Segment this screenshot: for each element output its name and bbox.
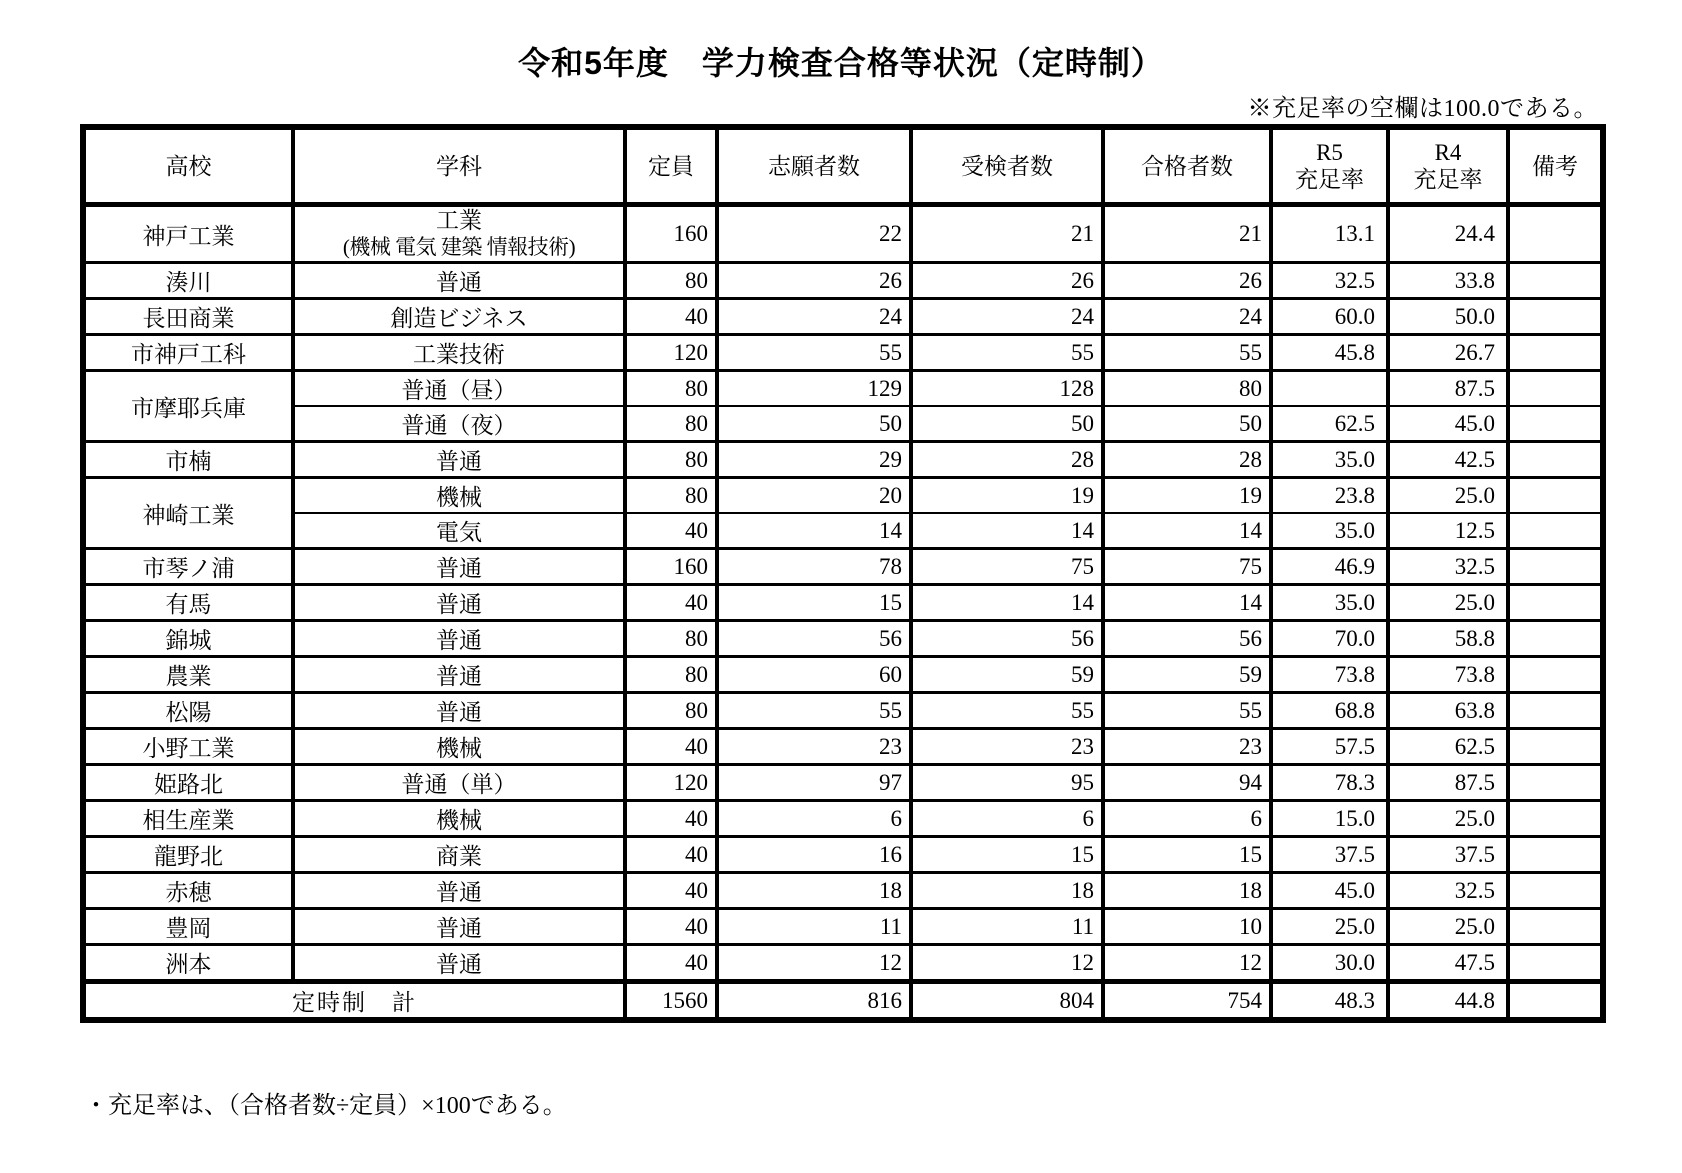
cell-r4-rate: 45.0	[1388, 406, 1508, 442]
total-row	[83, 982, 1603, 1021]
cell-accepted: 10	[1103, 909, 1271, 945]
cell-remarks	[1508, 945, 1603, 982]
cell-examinees: 28	[911, 442, 1103, 478]
cell-department: 商業	[293, 837, 625, 873]
cell-remarks	[1508, 549, 1603, 585]
total-label: 定時制 計	[83, 982, 625, 1021]
cell-accepted: 56	[1103, 621, 1271, 657]
cell-school: 小野工業	[83, 729, 293, 765]
cell-school: 湊川	[83, 263, 293, 299]
table-row	[83, 263, 1603, 299]
table-header	[83, 127, 1603, 205]
cell-r5-rate: 45.0	[1271, 873, 1388, 909]
cell-department: 普通	[293, 621, 625, 657]
cell-capacity: 1560	[625, 982, 717, 1021]
cell-capacity: 40	[625, 801, 717, 837]
cell-capacity: 40	[625, 873, 717, 909]
cell-examinees: 24	[911, 299, 1103, 335]
table-row	[83, 837, 1603, 873]
cell-department: 普通（単）	[293, 765, 625, 801]
cell-remarks	[1508, 371, 1603, 407]
cell-remarks	[1508, 765, 1603, 801]
cell-examinees: 19	[911, 478, 1103, 514]
cell-school: 赤穂	[83, 873, 293, 909]
table-row	[83, 442, 1603, 478]
cell-r4-rate: 32.5	[1388, 873, 1508, 909]
cell-r5-rate: 73.8	[1271, 657, 1388, 693]
cell-remarks	[1508, 442, 1603, 478]
cell-department: 普通	[293, 549, 625, 585]
cell-r4-rate: 87.5	[1388, 765, 1508, 801]
cell-school: 市琴ノ浦	[83, 549, 293, 585]
cell-remarks	[1508, 478, 1603, 514]
cell-school: 有馬	[83, 585, 293, 621]
cell-r4-rate: 37.5	[1388, 837, 1508, 873]
page-title: 令和5年度 学力検査合格等状況（定時制）	[518, 45, 1164, 81]
cell-examinees: 59	[911, 657, 1103, 693]
cell-remarks	[1508, 729, 1603, 765]
cell-r5-rate: 62.5	[1271, 406, 1388, 442]
cell-department: 電気	[293, 513, 625, 549]
cell-school: 姫路北	[83, 765, 293, 801]
cell-r5-rate: 35.0	[1271, 513, 1388, 549]
cell-remarks	[1508, 801, 1603, 837]
table-row	[83, 513, 1603, 549]
cell-accepted: 55	[1103, 693, 1271, 729]
cell-applicants: 14	[717, 513, 911, 549]
cell-r5-rate: 57.5	[1271, 729, 1388, 765]
cell-accepted: 21	[1103, 205, 1271, 263]
cell-department: 普通	[293, 657, 625, 693]
cell-accepted: 50	[1103, 406, 1271, 442]
cell-applicants: 97	[717, 765, 911, 801]
col-header-r5-rate	[1271, 127, 1388, 205]
col-header-remarks: 備考	[1508, 127, 1603, 205]
cell-capacity: 80	[625, 371, 717, 407]
cell-applicants: 6	[717, 801, 911, 837]
cell-applicants: 26	[717, 263, 911, 299]
cell-examinees: 14	[911, 513, 1103, 549]
table-row	[83, 873, 1603, 909]
cell-examinees: 128	[911, 371, 1103, 407]
cell-department: 普通（昼）	[293, 371, 625, 407]
cell-applicants: 20	[717, 478, 911, 514]
cell-capacity: 40	[625, 945, 717, 982]
cell-remarks	[1508, 873, 1603, 909]
col-header-school: 高校	[83, 127, 293, 205]
cell-capacity: 80	[625, 693, 717, 729]
cell-accepted: 75	[1103, 549, 1271, 585]
cell-department: 普通	[293, 585, 625, 621]
blank-rate-note: ※充足率の空欄は100.0である。	[1247, 96, 1598, 122]
cell-capacity: 160	[625, 205, 717, 263]
col-header-capacity: 定員	[625, 127, 717, 205]
cell-capacity: 80	[625, 442, 717, 478]
cell-r5-rate: 37.5	[1271, 837, 1388, 873]
table-row	[83, 801, 1603, 837]
cell-examinees: 95	[911, 765, 1103, 801]
table-row	[83, 729, 1603, 765]
cell-department: 普通	[293, 945, 625, 982]
table-row	[83, 693, 1603, 729]
cell-department: 機械	[293, 478, 625, 514]
cell-accepted: 94	[1103, 765, 1271, 801]
cell-school: 農業	[83, 657, 293, 693]
col-header-r4-rate	[1388, 127, 1508, 205]
cell-examinees: 26	[911, 263, 1103, 299]
cell-applicants: 55	[717, 335, 911, 371]
table-row	[83, 945, 1603, 982]
cell-capacity: 80	[625, 621, 717, 657]
cell-examinees: 12	[911, 945, 1103, 982]
cell-remarks	[1508, 513, 1603, 549]
cell-accepted: 55	[1103, 335, 1271, 371]
table-row	[83, 371, 1603, 407]
cell-department: 機械	[293, 729, 625, 765]
cell-capacity: 120	[625, 335, 717, 371]
cell-school: 神戸工業	[83, 205, 293, 263]
cell-school: 錦城	[83, 621, 293, 657]
cell-r4-rate: 26.7	[1388, 335, 1508, 371]
cell-applicants: 55	[717, 693, 911, 729]
cell-capacity: 120	[625, 765, 717, 801]
cell-examinees: 75	[911, 549, 1103, 585]
cell-examinees: 23	[911, 729, 1103, 765]
table-row	[83, 549, 1603, 585]
cell-capacity: 80	[625, 478, 717, 514]
cell-r4-rate: 25.0	[1388, 478, 1508, 514]
cell-school: 神崎工業	[83, 478, 293, 549]
cell-r4-rate: 25.0	[1388, 585, 1508, 621]
table-row	[83, 406, 1603, 442]
cell-remarks	[1508, 982, 1603, 1021]
cell-r4-rate: 32.5	[1388, 549, 1508, 585]
cell-r5-rate: 70.0	[1271, 621, 1388, 657]
cell-r5-rate: 45.8	[1271, 335, 1388, 371]
table-row	[83, 585, 1603, 621]
cell-department: 普通	[293, 873, 625, 909]
cell-applicants: 78	[717, 549, 911, 585]
cell-school: 相生産業	[83, 801, 293, 837]
table-row	[83, 205, 1603, 263]
cell-r5-rate: 35.0	[1271, 442, 1388, 478]
cell-department: 機械	[293, 801, 625, 837]
table-row	[83, 657, 1603, 693]
cell-accepted: 26	[1103, 263, 1271, 299]
cell-accepted: 23	[1103, 729, 1271, 765]
col-header-accepted: 合格者数	[1103, 127, 1271, 205]
table-row	[83, 765, 1603, 801]
cell-r4-rate: 44.8	[1388, 982, 1508, 1021]
r4-label: R4	[1434, 140, 1462, 165]
cell-applicants: 24	[717, 299, 911, 335]
cell-examinees: 15	[911, 837, 1103, 873]
cell-remarks	[1508, 657, 1603, 693]
cell-accepted: 12	[1103, 945, 1271, 982]
cell-examinees: 55	[911, 693, 1103, 729]
r5-sublabel: 充足率	[1295, 167, 1364, 192]
cell-remarks	[1508, 335, 1603, 371]
cell-remarks	[1508, 621, 1603, 657]
col-header-department: 学科	[293, 127, 625, 205]
r4-sublabel: 充足率	[1413, 167, 1483, 192]
cell-remarks	[1508, 205, 1603, 263]
cell-examinees: 14	[911, 585, 1103, 621]
cell-remarks	[1508, 299, 1603, 335]
cell-r5-rate: 32.5	[1271, 263, 1388, 299]
cell-r4-rate: 63.8	[1388, 693, 1508, 729]
cell-accepted: 14	[1103, 513, 1271, 549]
cell-school: 市摩耶兵庫	[83, 371, 293, 442]
cell-r4-rate: 42.5	[1388, 442, 1508, 478]
cell-capacity: 40	[625, 299, 717, 335]
cell-department: 工業技術	[293, 335, 625, 371]
cell-r4-rate: 24.4	[1388, 205, 1508, 263]
cell-applicants: 11	[717, 909, 911, 945]
cell-department	[293, 205, 625, 263]
table-row	[83, 909, 1603, 945]
results-table	[80, 124, 1606, 1023]
cell-school: 洲本	[83, 945, 293, 982]
cell-r4-rate: 73.8	[1388, 657, 1508, 693]
cell-examinees: 56	[911, 621, 1103, 657]
cell-applicants: 50	[717, 406, 911, 442]
cell-capacity: 40	[625, 837, 717, 873]
cell-r4-rate: 87.5	[1388, 371, 1508, 407]
cell-applicants: 60	[717, 657, 911, 693]
cell-accepted: 15	[1103, 837, 1271, 873]
cell-accepted: 14	[1103, 585, 1271, 621]
cell-remarks	[1508, 585, 1603, 621]
cell-r4-rate: 25.0	[1388, 909, 1508, 945]
cell-department: 創造ビジネス	[293, 299, 625, 335]
cell-applicants: 129	[717, 371, 911, 407]
col-header-applicants: 志願者数	[717, 127, 911, 205]
cell-r5-rate: 60.0	[1271, 299, 1388, 335]
cell-accepted: 80	[1103, 371, 1271, 407]
cell-remarks	[1508, 263, 1603, 299]
cell-remarks	[1508, 837, 1603, 873]
table-body	[83, 205, 1603, 1021]
cell-r4-rate: 50.0	[1388, 299, 1508, 335]
cell-accepted: 19	[1103, 478, 1271, 514]
table-row	[83, 335, 1603, 371]
cell-r4-rate: 25.0	[1388, 801, 1508, 837]
cell-school: 長田商業	[83, 299, 293, 335]
cell-department: 普通	[293, 263, 625, 299]
cell-r5-rate: 23.8	[1271, 478, 1388, 514]
cell-capacity: 40	[625, 513, 717, 549]
cell-accepted: 24	[1103, 299, 1271, 335]
cell-r5-rate: 35.0	[1271, 585, 1388, 621]
cell-capacity: 80	[625, 263, 717, 299]
cell-r4-rate: 58.8	[1388, 621, 1508, 657]
cell-accepted: 754	[1103, 982, 1271, 1021]
cell-remarks	[1508, 406, 1603, 442]
table-row	[83, 621, 1603, 657]
cell-capacity: 160	[625, 549, 717, 585]
cell-department: 普通	[293, 442, 625, 478]
cell-r5-rate	[1271, 371, 1388, 407]
cell-examinees: 55	[911, 335, 1103, 371]
cell-department: 普通	[293, 693, 625, 729]
cell-r5-rate: 48.3	[1271, 982, 1388, 1021]
cell-accepted: 28	[1103, 442, 1271, 478]
cell-r5-rate: 78.3	[1271, 765, 1388, 801]
cell-remarks	[1508, 909, 1603, 945]
cell-examinees: 50	[911, 406, 1103, 442]
department-name: 工業	[436, 208, 482, 233]
cell-r5-rate: 25.0	[1271, 909, 1388, 945]
cell-applicants: 29	[717, 442, 911, 478]
cell-school: 龍野北	[83, 837, 293, 873]
cell-capacity: 40	[625, 729, 717, 765]
cell-school: 市楠	[83, 442, 293, 478]
cell-applicants: 23	[717, 729, 911, 765]
table-row	[83, 478, 1603, 514]
cell-accepted: 6	[1103, 801, 1271, 837]
cell-school: 豊岡	[83, 909, 293, 945]
cell-applicants: 12	[717, 945, 911, 982]
cell-r4-rate: 12.5	[1388, 513, 1508, 549]
cell-school: 松陽	[83, 693, 293, 729]
cell-capacity: 80	[625, 657, 717, 693]
cell-r5-rate: 13.1	[1271, 205, 1388, 263]
rate-formula-note: ・充足率は、（合格者数÷定員）×100である。	[84, 1093, 567, 1119]
cell-applicants: 18	[717, 873, 911, 909]
cell-applicants: 22	[717, 205, 911, 263]
cell-accepted: 18	[1103, 873, 1271, 909]
cell-r4-rate: 33.8	[1388, 263, 1508, 299]
header-row	[83, 127, 1603, 205]
cell-examinees: 11	[911, 909, 1103, 945]
cell-department: 普通	[293, 909, 625, 945]
cell-r5-rate: 30.0	[1271, 945, 1388, 982]
cell-r4-rate: 62.5	[1388, 729, 1508, 765]
cell-school: 市神戸工科	[83, 335, 293, 371]
cell-capacity: 40	[625, 909, 717, 945]
cell-examinees: 804	[911, 982, 1103, 1021]
cell-applicants: 56	[717, 621, 911, 657]
cell-applicants: 816	[717, 982, 911, 1021]
cell-r5-rate: 46.9	[1271, 549, 1388, 585]
cell-examinees: 6	[911, 801, 1103, 837]
cell-remarks	[1508, 693, 1603, 729]
col-header-examinees: 受検者数	[911, 127, 1103, 205]
cell-r5-rate: 68.8	[1271, 693, 1388, 729]
cell-capacity: 80	[625, 406, 717, 442]
cell-accepted: 59	[1103, 657, 1271, 693]
cell-examinees: 21	[911, 205, 1103, 263]
r5-label: R5	[1316, 140, 1343, 165]
table-row	[83, 299, 1603, 335]
cell-r4-rate: 47.5	[1388, 945, 1508, 982]
cell-applicants: 15	[717, 585, 911, 621]
cell-capacity: 40	[625, 585, 717, 621]
cell-applicants: 16	[717, 837, 911, 873]
cell-r5-rate: 15.0	[1271, 801, 1388, 837]
department-detail: (機械 電気 建築 情報技術)	[342, 235, 576, 259]
cell-department: 普通（夜）	[293, 406, 625, 442]
cell-examinees: 18	[911, 873, 1103, 909]
